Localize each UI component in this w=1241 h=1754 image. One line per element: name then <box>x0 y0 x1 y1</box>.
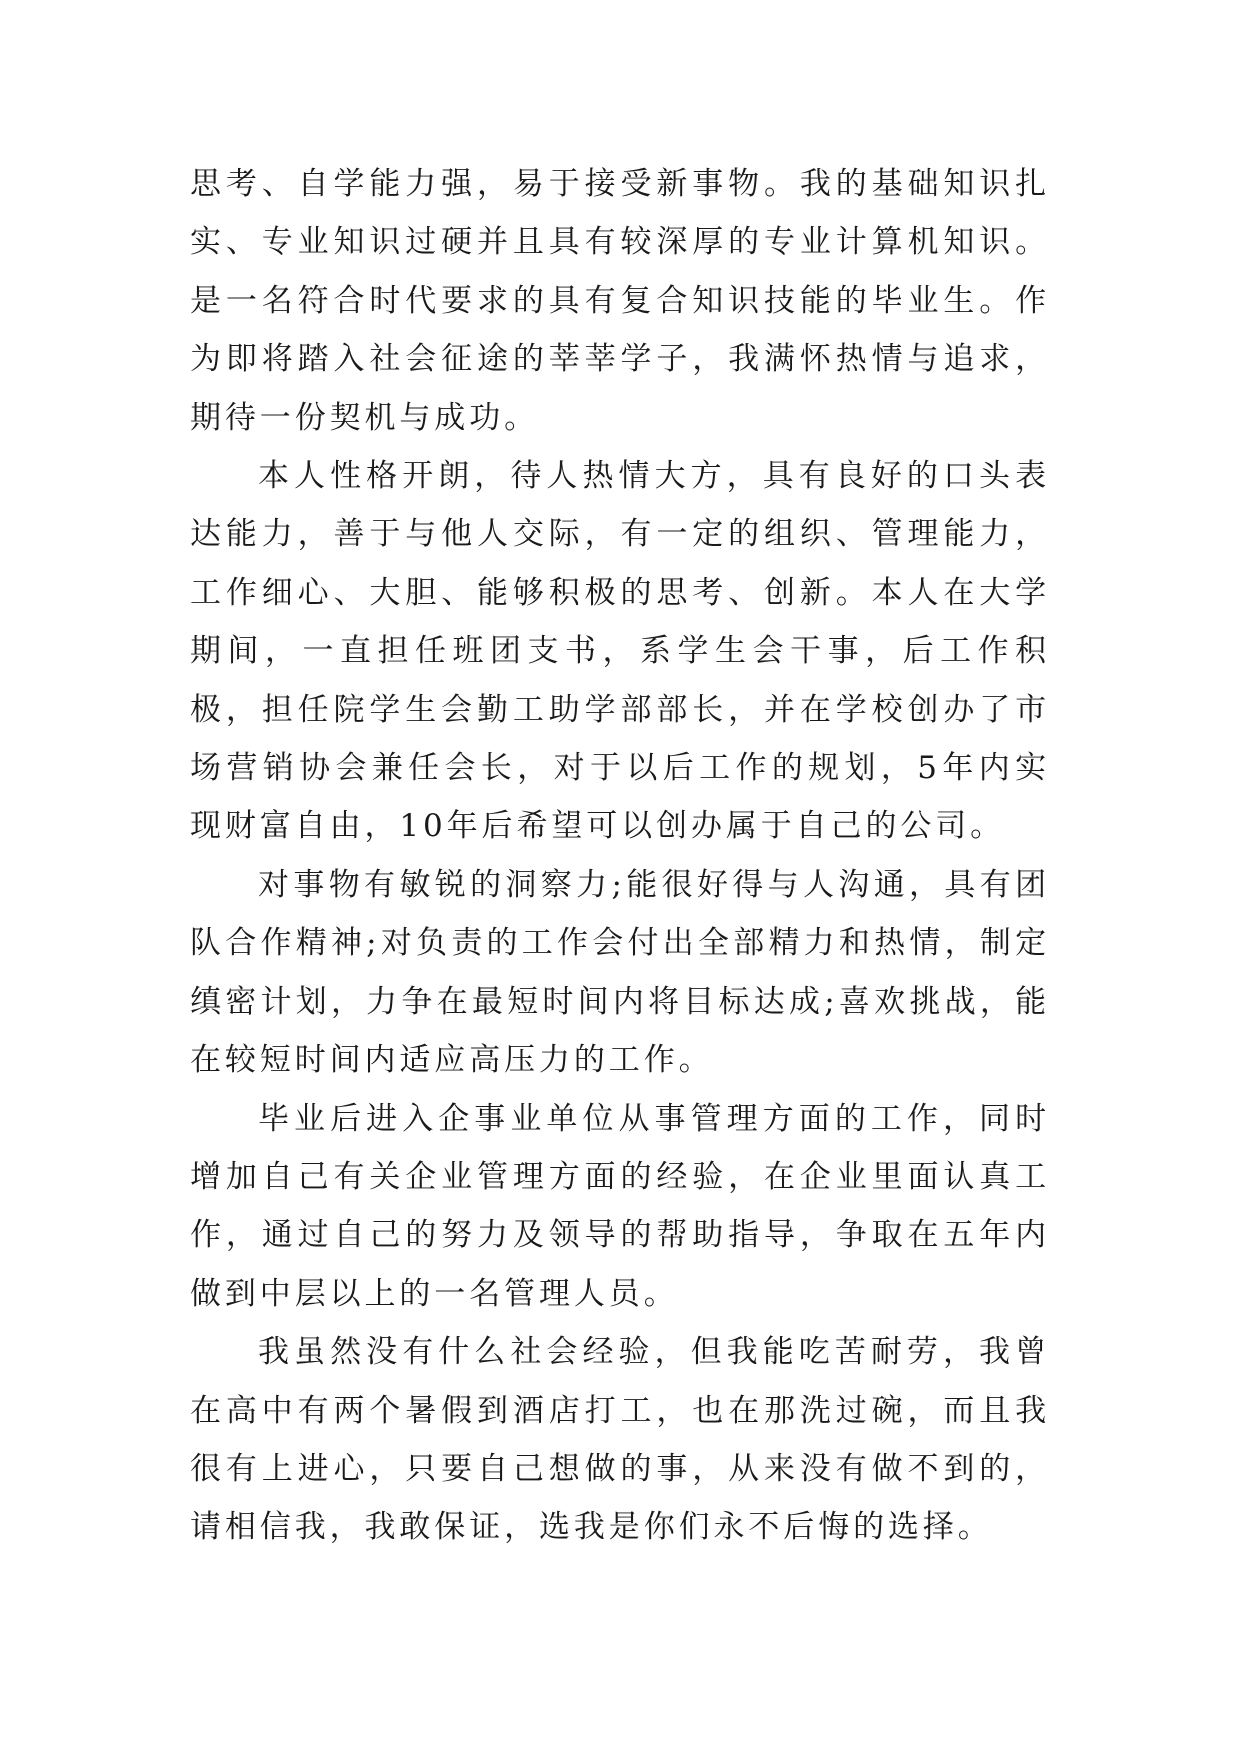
body-text <box>190 155 1050 1557</box>
paragraph-3: 对事物有敏锐的洞察力;能很好得与人沟通，具有团队合作精神;对负责的工作会付出全部精力和热情，制定缜密计划，力争在最短时间内将目标达成;喜欢挑战，能在较短时间内适应高压力的工作。 <box>190 866 1050 1079</box>
paragraph-5: 我虽然没有什么社会经验，但我能吃苦耐劳，我曾在高中有两个暑假到酒店打工，也在那洗过碗，而且我很有上进心，只要自己想做的事，从来没有做不到的，请相信我，我敢保证，选我是你们永不后悔的选择。 <box>190 1334 1050 1546</box>
paragraph-4: 毕业后进入企事业单位从事管理方面的工作，同时增加自己有关企业管理方面的经验，在企业里面认真工作，通过自己的努力及领导的帮助指导，争取在五年内做到中层以上的一名管理人员。 <box>190 1100 1050 1312</box>
paragraph-2: 本人性格开朗，待人热情大方，具有良好的口头表达能力，善于与他人交际，有一定的组织、管理能力，工作细心、大胆、能够积极的思考、创新。本人在大学期间，一直担任班团支书，系学生会干事，后工作积极，担任院学生会勤工助学部部长，并在学校创办了市场营销协会兼任会长，对于以后工作的规划，5年内实现财富自由，10年后希望可以创办属于自己的公司。 <box>190 458 1050 845</box>
paragraph-1: 思考、自学能力强，易于接受新事物。我的基础知识扎实、专业知识过硬并且具有较深厚的专业计算机知识。是一名符合时代要求的具有复合知识技能的毕业生。作为即将踏入社会征途的莘莘学子，我满怀热情与追求，期待一份契机与成功。 <box>190 166 1050 436</box>
